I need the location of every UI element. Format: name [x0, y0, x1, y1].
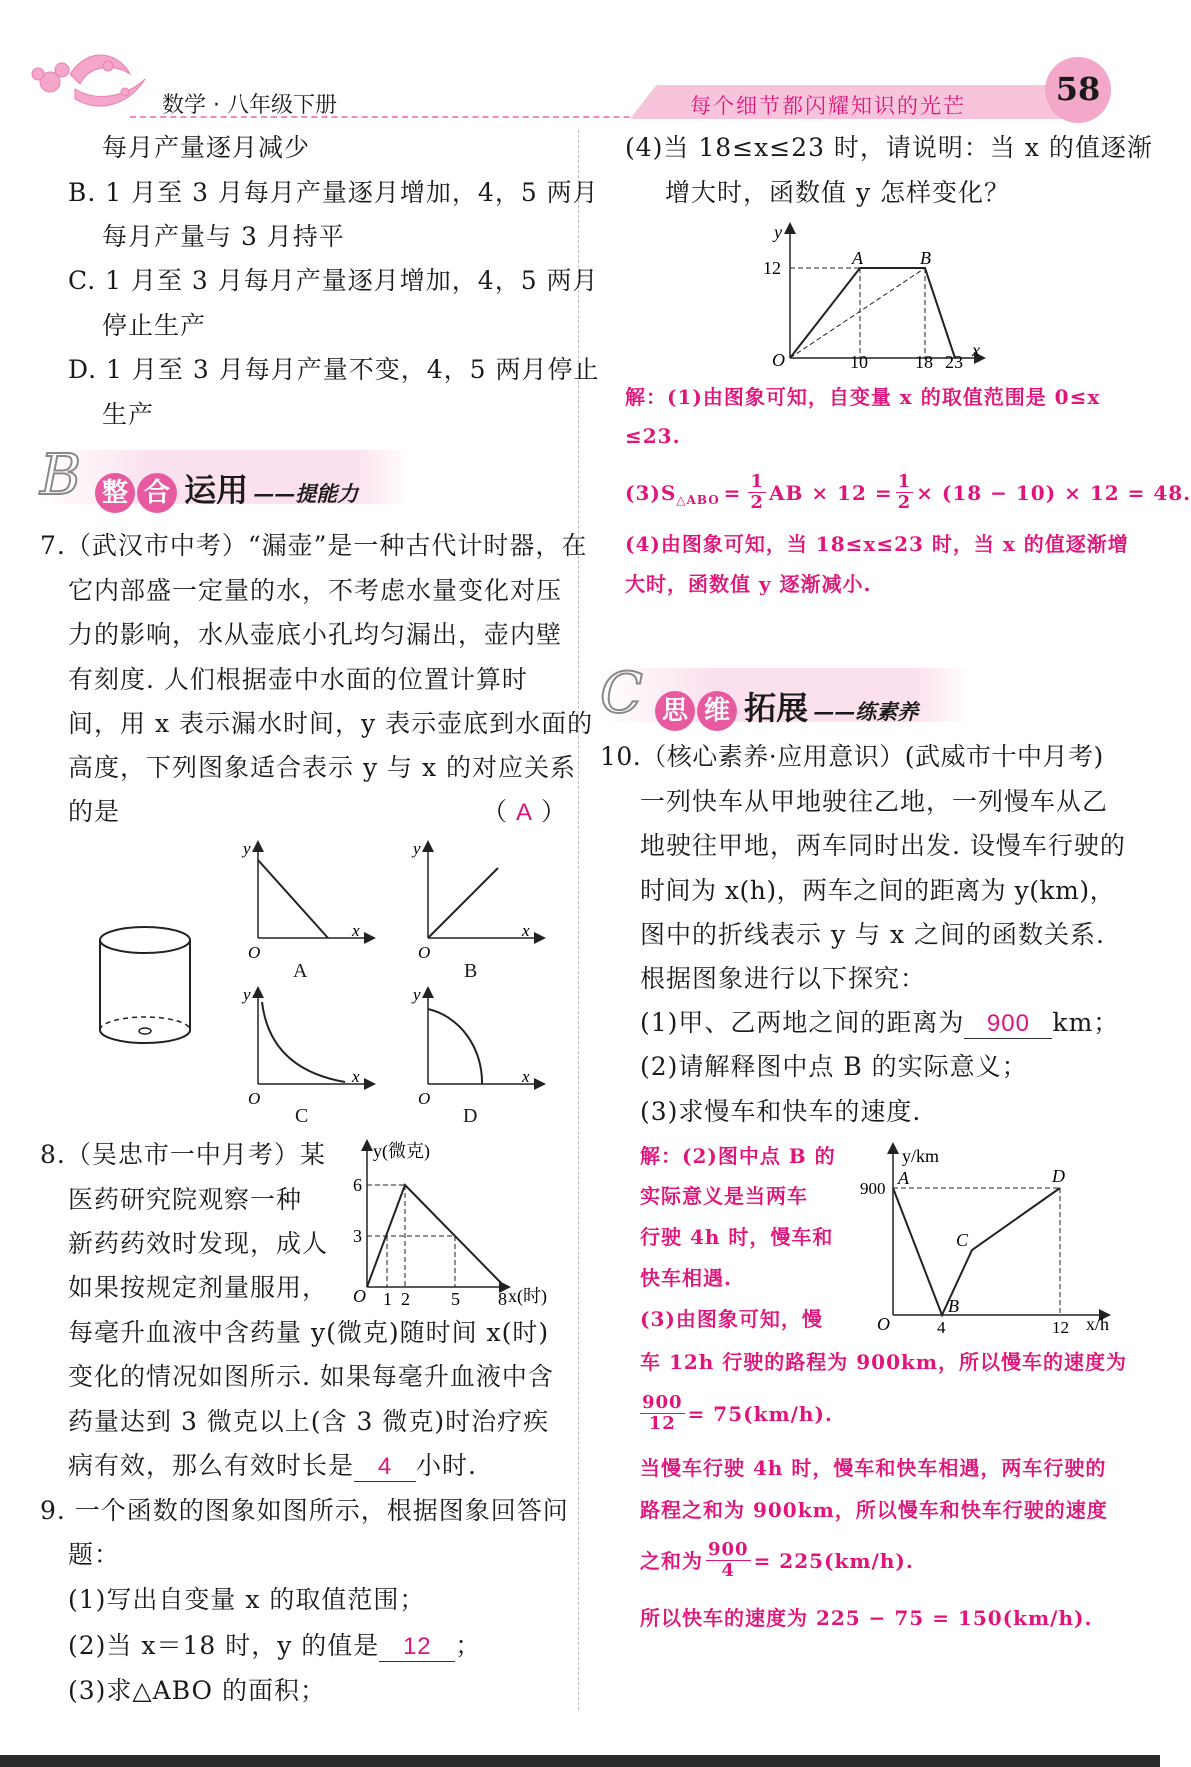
- sol10-fraction-1: [640, 1393, 685, 1434]
- sol9-part-4-line-2: 大时，函数值 y 逐渐减小.: [625, 572, 872, 596]
- q8-origin: O: [353, 1286, 366, 1306]
- q9-part-2-answer-blank: 12: [379, 1633, 455, 1662]
- q10-part-2: (2)请解释图中点 B 的实际意义；: [640, 1052, 1028, 1081]
- section-b-title: [95, 465, 358, 513]
- q8-x-axis-label: x(时): [508, 1286, 547, 1306]
- sol9-part-1-line-1: 解：(1)由图象可知，自变量 x 的取值范围是 0≤x: [625, 385, 1101, 409]
- q10-line-2: 一列快车从甲地驶往乙地，一列慢车从乙: [640, 787, 1109, 816]
- sol9-3-eq: =: [723, 480, 742, 505]
- q10-line-5: 图中的折线表示 y 与 x 之间的函数关系.: [640, 920, 1105, 949]
- q8-ytick-3: 3: [353, 1226, 362, 1246]
- q10-part-1-answer-blank: 900: [964, 1010, 1052, 1039]
- q9-part-2: [68, 1631, 481, 1662]
- q10-line-6: 根据图象进行以下探究：: [640, 964, 927, 993]
- sol9-3-s: (3)S: [625, 480, 677, 505]
- q9-graph-xtick-10: 10: [850, 352, 868, 372]
- graph-option-a: [240, 838, 380, 963]
- q6-option-c: C. 1 月至 3 月每月产量逐月增加，4，5 两月: [68, 266, 599, 295]
- q9-part-4-line-1: (4)当 18≤x≤23 时，请说明：当 x 的值逐渐: [625, 133, 1153, 162]
- q6-option-a-tail: 每月产量逐月减少: [102, 133, 311, 162]
- graph-d-origin: O: [418, 1089, 431, 1108]
- graph-option-c: [240, 984, 380, 1109]
- sol9-3-frac2-den: 2: [897, 492, 912, 513]
- q9-line-2: 题：: [68, 1540, 121, 1569]
- sol10-line-1: 解：(2)图中点 B 的: [640, 1144, 836, 1168]
- sol10-frac2-den: 4: [721, 1560, 736, 1581]
- q8-drug-concentration-graph: [345, 1135, 565, 1310]
- sol9-3-frac2-num: 1: [897, 471, 912, 492]
- sol10-line-11: 所以快车的速度为 225 − 75 = 150(km/h).: [640, 1606, 1093, 1630]
- q9-graph-y-label: y: [774, 222, 782, 242]
- q6-option-c-cont: 停止生产: [102, 311, 207, 340]
- section-c-char-1: 思: [655, 691, 695, 731]
- bottom-edge-bar: [0, 1755, 1160, 1767]
- graph-a-origin: O: [248, 943, 261, 962]
- motto: 每个细节都闪耀知识的光芒: [690, 94, 966, 118]
- sol10-line-7: [640, 1393, 833, 1434]
- graph-d-caption: D: [463, 1105, 478, 1127]
- sol9-3-sub: △ABO: [676, 493, 720, 507]
- graph-a-caption: A: [293, 960, 308, 982]
- q8-line-8: [68, 1451, 477, 1482]
- q8-text-pre: 病有效，那么有效时长是: [68, 1451, 355, 1480]
- graph-b-y-label: y: [413, 839, 421, 858]
- q8-line-2: 医药研究院观察一种: [68, 1185, 303, 1214]
- sol10-line-8: 当慢车行驶 4h 时，慢车和快车相遇，两车行驶的: [640, 1456, 1107, 1480]
- q7-line-6: 高度，下列图象适合表示 y 与 x 的对应关系: [68, 753, 577, 782]
- graph-d-x-label: x: [522, 1067, 530, 1086]
- q7-answer-bracket: [482, 797, 567, 828]
- q9-part-2-pre: (2)当 x＝18 时，y 的值是: [68, 1631, 380, 1660]
- q10-graph-point-a: A: [898, 1168, 909, 1188]
- q9-part-1: (1)写出自变量 x 的取值范围；: [68, 1585, 426, 1614]
- q7-line-1: 7.（武汉市中考）“漏壶”是一种古代计时器，在: [40, 531, 588, 560]
- q10-line-3: 地驶往甲地，两车同时出发. 设慢车行驶的: [640, 831, 1126, 860]
- sol10-line-6: 车 12h 行驶的路程为 900km，所以慢车的速度为: [640, 1350, 1128, 1374]
- q8-answer-blank: 4: [354, 1453, 416, 1482]
- q10-graph-point-b: B: [948, 1296, 959, 1316]
- graph-option-b: [410, 838, 550, 963]
- section-b-subtitle: ——提能力: [253, 481, 359, 506]
- sol9-3-frac1-num: 1: [750, 471, 764, 492]
- page-number: 58: [1055, 70, 1101, 108]
- q9-line-1: 9. 一个函数的图象如图所示，根据图象回答问: [40, 1496, 569, 1525]
- q9-graph-point-a: A: [852, 248, 863, 268]
- q8-line-6: 变化的情况如图所示. 如果每毫升血液中含: [68, 1362, 554, 1391]
- q8-line-3: 新药药效时发现，成人: [68, 1229, 329, 1258]
- book-title: 数学 · 八年级下册: [162, 93, 337, 118]
- q8-line-4: 如果按规定剂量服用，: [68, 1273, 329, 1302]
- header-divider: [130, 116, 690, 118]
- q9-part-4-line-2: 增大时，函数值 y 怎样变化？: [665, 178, 1011, 207]
- section-c-subtitle: ——练素养: [813, 699, 919, 724]
- q10-graph-ytick-900: 900: [860, 1179, 886, 1198]
- graph-c-caption: C: [295, 1105, 309, 1127]
- sol10-fraction-2: [706, 1540, 751, 1581]
- sol10-line-10-post: = 225(km/h).: [753, 1548, 914, 1573]
- sol10-line-5: (3)由图象可知，慢: [640, 1307, 823, 1331]
- q10-graph-point-d: D: [1052, 1166, 1065, 1186]
- q10-line-4: 时间为 x(h)，两车之间的距离为 y(km)，: [640, 876, 1116, 905]
- q8-y-axis-label: y(微克): [373, 1141, 430, 1161]
- section-c-heading: 拓展: [744, 689, 809, 727]
- q9-graph-xtick-18: 18: [915, 352, 933, 372]
- q10-part-1-pre: (1)甲、乙两地之间的距离为: [640, 1008, 965, 1037]
- q8-line-7: 药量达到 3 微克以上(含 3 微克)时治疗疾: [68, 1407, 550, 1436]
- graph-c-x-label: x: [352, 1067, 360, 1086]
- sol10-line-3: 行驶 4h 时，慢车和: [640, 1225, 834, 1249]
- q6-option-b-cont: 每月产量与 3 月持平: [102, 222, 345, 251]
- q10-part-3: (3)求慢车和快车的速度.: [640, 1097, 922, 1126]
- section-b-char-2: 合: [137, 473, 177, 513]
- q7-answer: A: [516, 799, 534, 826]
- sol9-part-4-line-1: (4)由图象可知，当 18≤x≤23 时，当 x 的值逐渐增: [625, 532, 1129, 556]
- graph-b-caption: B: [464, 960, 478, 982]
- graph-a-x-label: x: [352, 921, 360, 940]
- q10-part-1-post: km；: [1052, 1008, 1120, 1037]
- sol10-frac1-den: 12: [648, 1413, 676, 1434]
- q8-xtick-8: 8: [498, 1289, 507, 1309]
- q8-line-1: 8.（吴忠市一中月考）某: [40, 1140, 326, 1169]
- q9-graph-x-label: x: [972, 340, 980, 360]
- q10-graph-origin: O: [877, 1314, 890, 1334]
- q10-graph-point-c: C: [956, 1230, 969, 1250]
- section-b-heading: 运用: [184, 471, 249, 509]
- sol9-3-frac1-den: 2: [750, 492, 764, 513]
- q7-paren-close: ）: [541, 797, 568, 826]
- q10-graph-xtick-4: 4: [937, 1318, 946, 1337]
- q8-line-5: 每毫升血液中含药量 y(微克)随时间 x(时): [68, 1318, 550, 1347]
- sol10-frac1-num: 900: [642, 1392, 683, 1413]
- q10-line-1: 10.（核心素养·应用意识）(武威市十中月考): [600, 742, 1104, 771]
- sol9-3-end: × (18 − 10) × 12 = 48.: [916, 480, 1191, 505]
- graph-c-y-label: y: [243, 985, 251, 1004]
- section-c-char-2: 维: [697, 691, 737, 731]
- sol10-frac2-num: 900: [708, 1539, 749, 1560]
- q10-distance-graph: [860, 1140, 1125, 1340]
- q7-line-7: 的是: [68, 797, 121, 826]
- sol10-line-10: [640, 1540, 914, 1581]
- q7-line-3: 力的影响，水从壶底小孔均匀漏出，壶内壁: [68, 620, 563, 649]
- q6-option-d-cont: 生产: [102, 400, 155, 429]
- q8-xtick-5: 5: [451, 1289, 460, 1309]
- q10-graph-y-label: y/km: [902, 1146, 940, 1166]
- sol10-line-2: 实际意义是当两车: [640, 1184, 808, 1208]
- graph-c-origin: O: [248, 1089, 261, 1108]
- q9-graph-xtick-23: 23: [945, 352, 963, 372]
- q9-graph-point-b: B: [920, 248, 931, 268]
- section-b-letter: B: [40, 443, 82, 508]
- q9-graph-ytick-12: 12: [763, 258, 781, 278]
- q8-ytick-6: 6: [353, 1175, 362, 1195]
- graph-option-d: [410, 984, 550, 1109]
- sol10-line-4: 快车相遇.: [640, 1266, 732, 1290]
- section-b-char-1: 整: [95, 473, 135, 513]
- q9-graph-origin: O: [772, 350, 785, 370]
- graph-a-y-label: y: [243, 839, 251, 858]
- q7-paren-open: （: [482, 797, 509, 826]
- section-c-title: [655, 683, 918, 731]
- q7-line-5: 间，用 x 表示漏水时间，y 表示壶底到水面的: [68, 709, 594, 738]
- q8-xtick-1: 1: [383, 1289, 392, 1309]
- q8-text-post: 小时.: [416, 1451, 477, 1480]
- sol10-line-10-pre: 之和为: [640, 1548, 703, 1573]
- sol9-3-mid: AB × 12 =: [768, 480, 893, 505]
- q9-part-2-post: ；: [455, 1631, 482, 1660]
- q8-xtick-2: 2: [401, 1289, 410, 1309]
- sol9-part-1-line-2: ≤23.: [625, 424, 681, 448]
- q10-part-1: [640, 1008, 1119, 1039]
- q9-function-graph: [760, 220, 990, 370]
- sol10-line-7-text: = 75(km/h).: [687, 1401, 833, 1426]
- q9-part-3: (3)求△ABO 的面积；: [68, 1676, 326, 1705]
- graph-b-x-label: x: [522, 921, 530, 940]
- q7-line-2: 它内部盛一定量的水，不考虑水量变化对压: [68, 576, 563, 605]
- q6-option-b: B. 1 月至 3 月每月产量逐月增加，4，5 两月: [68, 178, 599, 207]
- graph-b-origin: O: [418, 943, 431, 962]
- q7-line-4: 有刻度. 人们根据壶中水面的位置计算时: [68, 665, 528, 694]
- sol9-3-fraction-1: [748, 472, 766, 513]
- graph-d-y-label: y: [413, 985, 421, 1004]
- water-clock-cylinder-icon: [90, 925, 200, 1050]
- q10-graph-x-label: x/h: [1086, 1314, 1110, 1334]
- q10-graph-xtick-12: 12: [1052, 1318, 1069, 1337]
- section-c-letter: C: [600, 661, 643, 726]
- floral-ornament-icon: [30, 44, 160, 124]
- sol9-part-3: [625, 472, 1191, 513]
- q6-option-d: D. 1 月至 3 月每月产量不变，4，5 两月停止: [68, 355, 600, 384]
- sol9-3-fraction-2: [896, 472, 914, 513]
- sol10-line-9: 路程之和为 900km，所以慢车和快车行驶的速度: [640, 1498, 1108, 1522]
